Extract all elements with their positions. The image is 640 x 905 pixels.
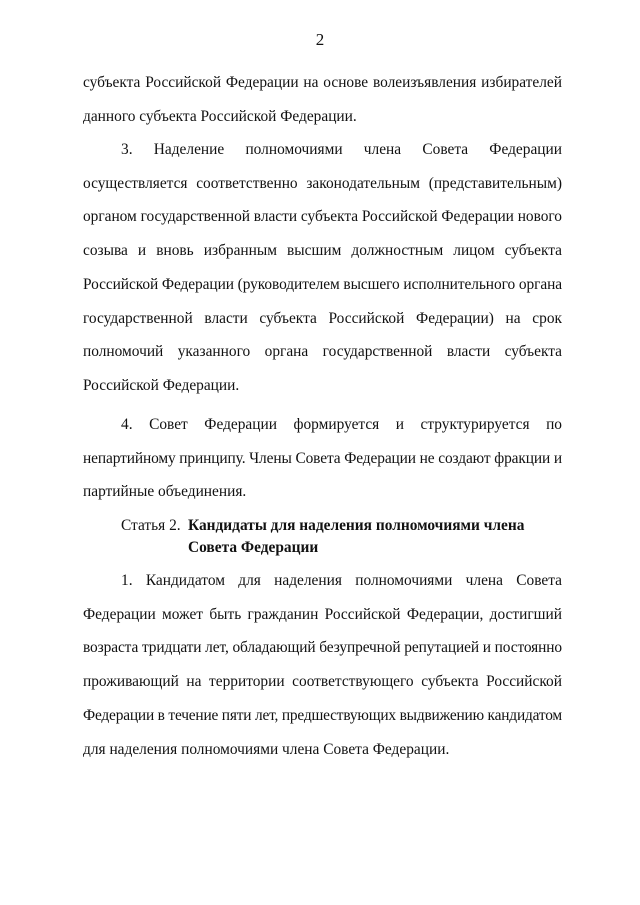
text-line: возраста тридцати лет, обладающий безупречной репутацией и постоянно	[83, 639, 562, 657]
text-line: непартийному принципу. Члены Совета Федерации не создают фракции и	[83, 449, 562, 467]
page-number: 2	[315, 30, 325, 49]
article-title-line: Совета Федерации	[188, 539, 319, 556]
paragraph-item-3	[83, 133, 562, 403]
paragraph-continuation	[83, 66, 562, 133]
text-line: для наделения полномочиями члена Совета Федерации.	[83, 740, 450, 758]
text-line: государственной власти субъекта Российской Федерации) на срок	[83, 309, 562, 327]
text-line: партийные объединения.	[83, 483, 247, 501]
paragraph-article-2-item-1	[83, 564, 562, 766]
text-line: Федерации в течение пяти лет, предшествующих выдвижению кандидатом	[83, 706, 562, 724]
text-line: 3. Наделение полномочиями члена Совета Федерации	[121, 141, 562, 158]
text-line: проживающий на территории соответствующего субъекта Российской	[83, 673, 562, 691]
text-line: полномочий указанного органа государственной власти субъекта	[83, 343, 562, 361]
text-line: 1. Кандидатом для наделения полномочиями члена Совета	[121, 572, 562, 589]
text-line: органом государственной власти субъекта Российской Федерации нового	[83, 208, 562, 226]
text-line: Федерации может быть гражданин Российской Федерации, достигший	[83, 605, 562, 623]
article-title	[188, 515, 528, 559]
text-line: созыва и вновь избранным высшим должностным лицом субъекта	[83, 242, 562, 260]
text-line: субъекта Российской Федерации на основе волеизъявления избирателей	[83, 74, 562, 91]
article-label: Статья 2.	[121, 517, 181, 534]
text-line: Российской Федерации (руководителем высшего исполнительного органа	[83, 275, 562, 293]
text-line: 4. Совет Федерации формируется и структурируется по	[121, 416, 562, 433]
text-line: данного субъекта Российской Федерации.	[83, 107, 357, 125]
text-line: осуществляется соответственно законодательным (представительным)	[83, 174, 562, 192]
article-title-line: Кандидаты для наделения полномочиями члена	[188, 517, 525, 534]
text-line: Российской Федерации.	[83, 376, 240, 394]
paragraph-item-4	[83, 408, 562, 509]
